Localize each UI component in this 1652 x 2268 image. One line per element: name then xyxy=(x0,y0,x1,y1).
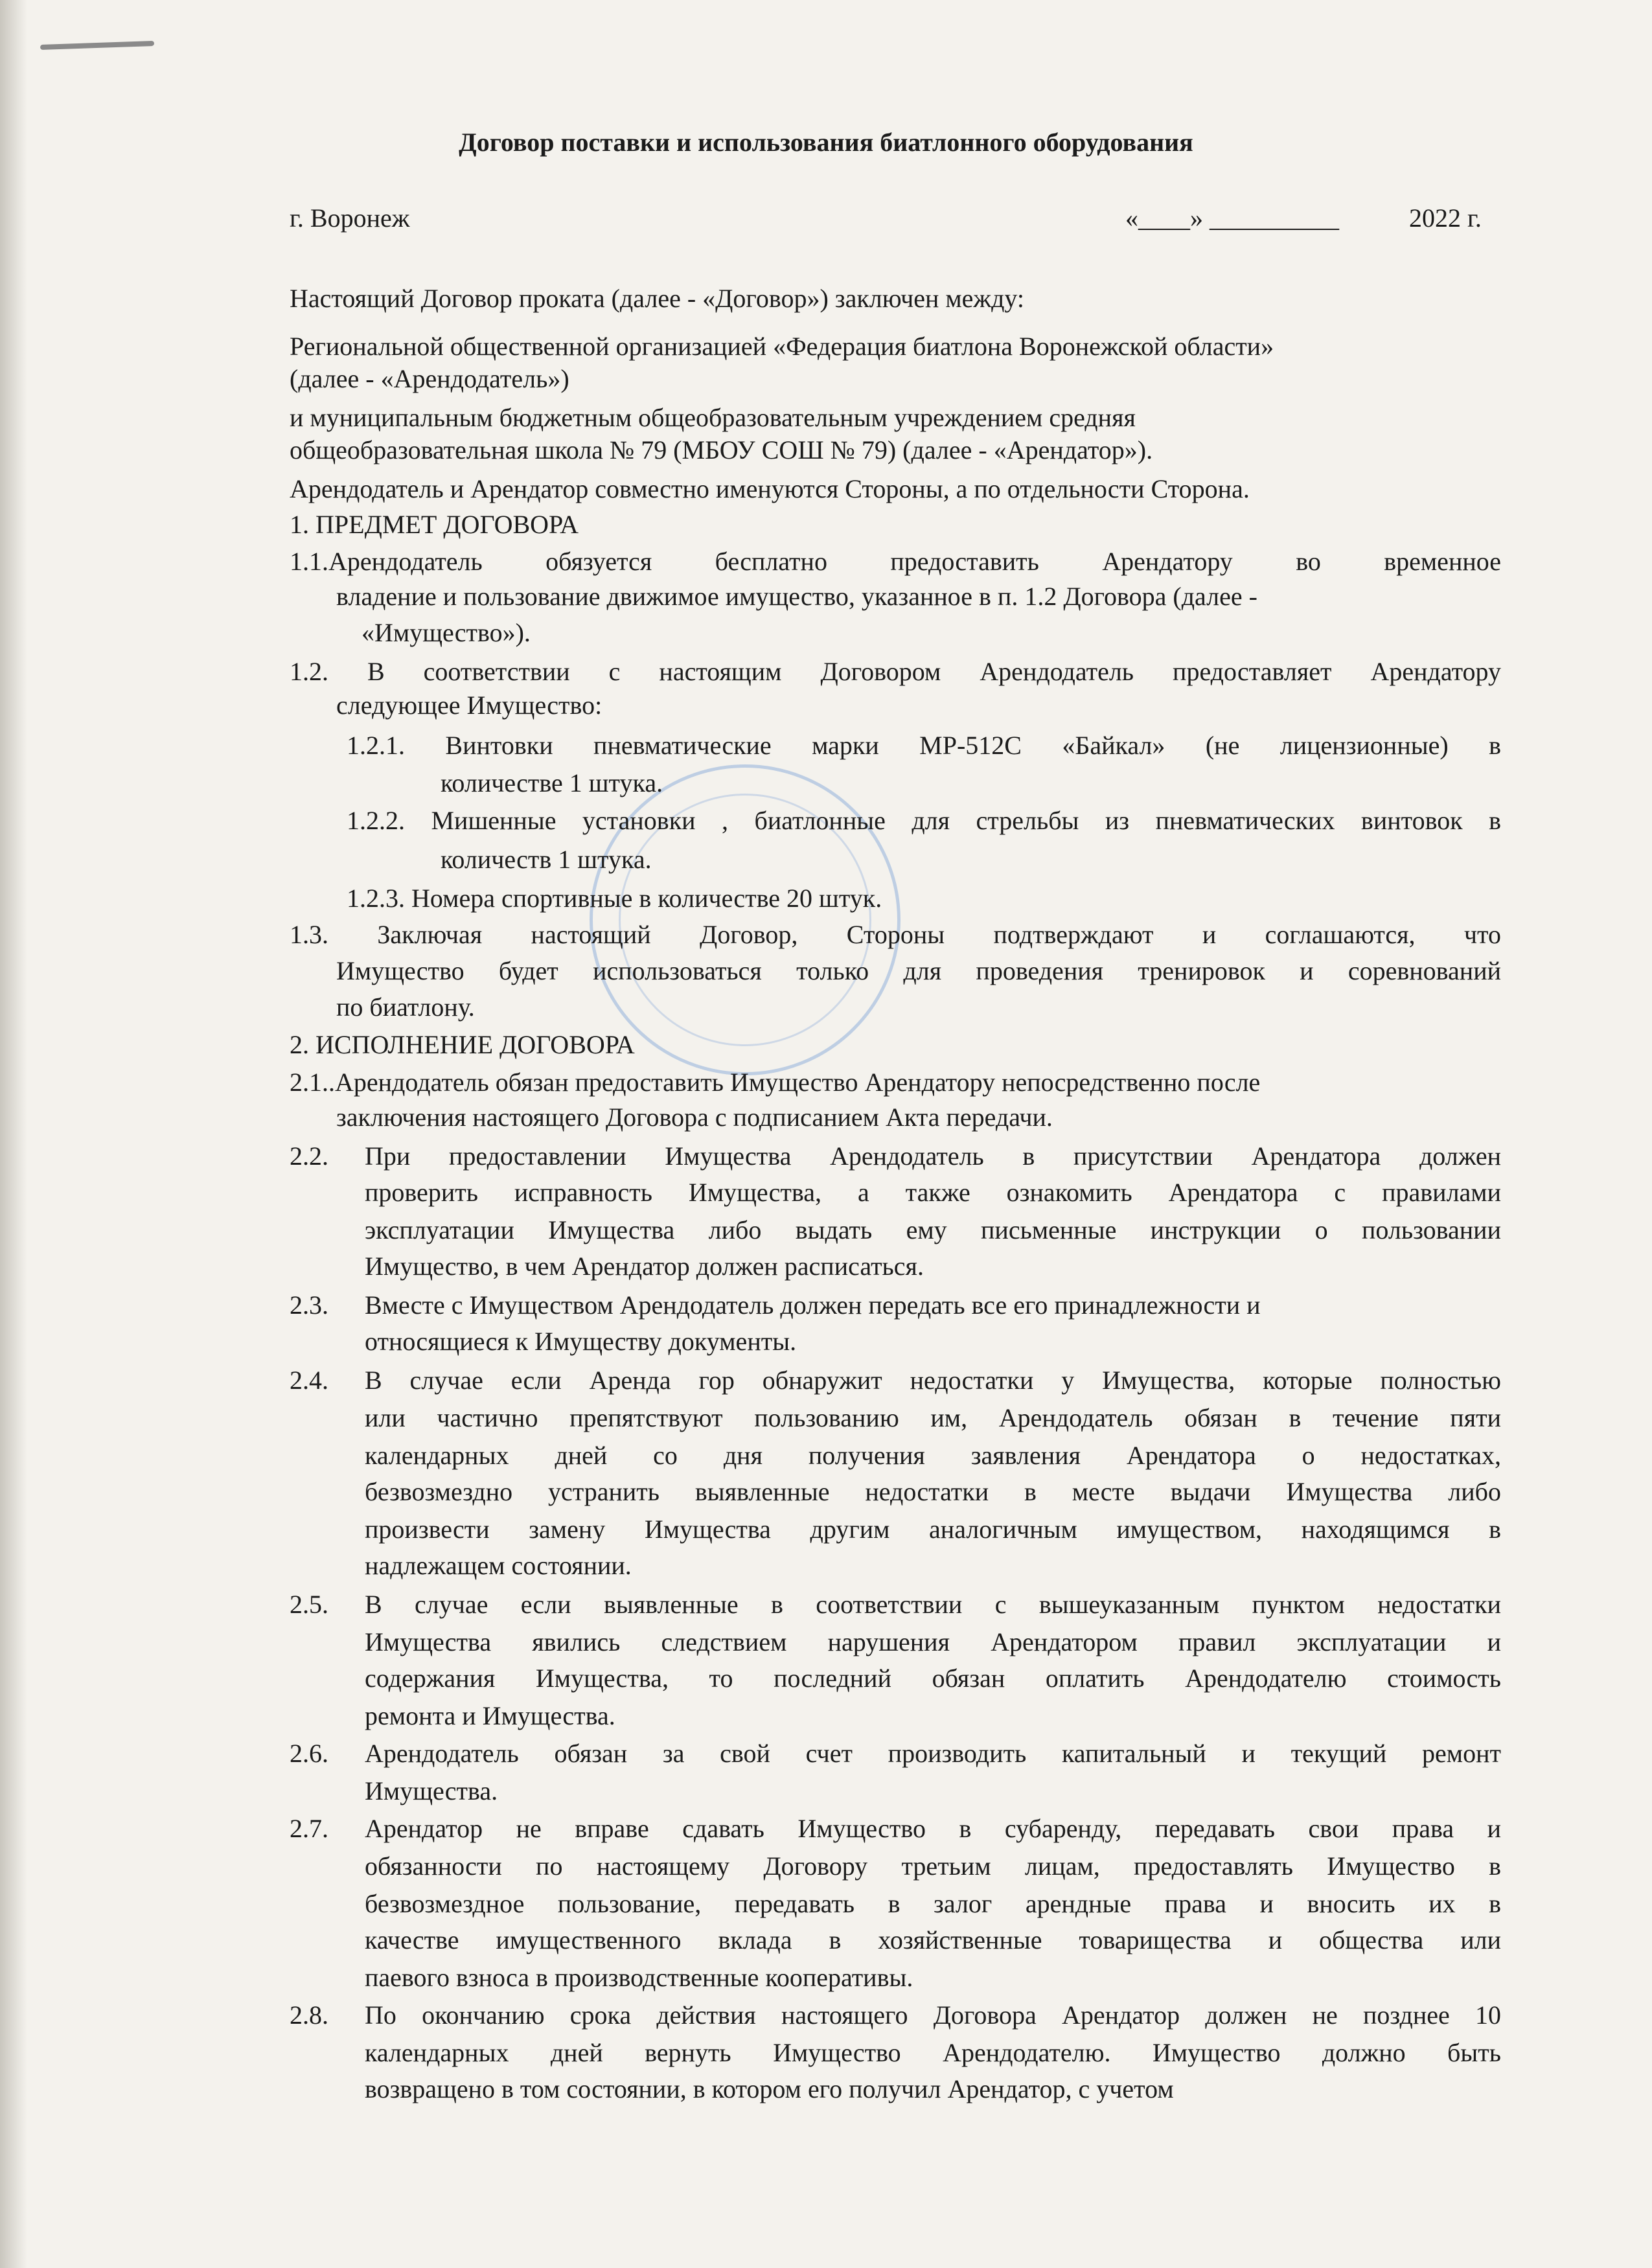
p23-line2: относящиеся к Имуществу документы. xyxy=(365,1327,797,1356)
parties-line: Арендодатель и Арендатор совместно именуются Стороны, а по отдельности Сторона. xyxy=(290,474,1250,503)
p24-number: 2.4. xyxy=(290,1366,328,1395)
p21-line1: 2.1..Арендодатель обязан предоставить Имущество Арендатору непосредственно после xyxy=(290,1068,1261,1097)
p28-line3: возвращено в том состоянии, в котором его получил Арендатор, с учетом xyxy=(365,2074,1174,2103)
p26-number: 2.6. xyxy=(290,1739,328,1768)
p24-line6: надлежащем состоянии. xyxy=(365,1551,632,1580)
p25-line1: В случае если выявленные в соответствии с вышеуказанным пунктом недостатки xyxy=(365,1590,1501,1619)
p28-number: 2.8. xyxy=(290,2000,328,2030)
p21-line2: заключения настоящего Договора с подписанием Акта передачи. xyxy=(336,1103,1053,1132)
p27-number: 2.7. xyxy=(290,1814,328,1843)
p22-line4: Имущество, в чем Арендатор должен расписаться. xyxy=(365,1252,924,1281)
p24-line2: или частично препятствуют пользованию им, Арендодатель обязан в течение пяти xyxy=(365,1403,1501,1432)
p27-line5: паевого взноса в производственные кооперативы. xyxy=(365,1963,913,1992)
party1-line1: Региональной общественной организацией «Федерация биатлона Воронежской области» xyxy=(290,332,1274,361)
section1-heading: 1. ПРЕДМЕТ ДОГОВОРА xyxy=(290,510,579,539)
party1-line2: (далее - «Арендодатель») xyxy=(290,364,569,393)
p122-line2: количеств 1 штука. xyxy=(441,845,652,874)
p11-line3: «Имущество»). xyxy=(361,618,531,647)
p23-number: 2.3. xyxy=(290,1290,328,1320)
p24-line3: календарных дней со дня получения заявления Арендатора о недостатках, xyxy=(365,1441,1501,1470)
p27-line1: Арендатор не вправе сдавать Имущество в субаренду, передавать свои права и xyxy=(365,1814,1501,1843)
p13-line2: Имущество будет использоваться только для проведения тренировок и соревнований xyxy=(336,956,1501,985)
p28-line2: календарных дней вернуть Имущество Арендодателю. Имущество должно быть xyxy=(365,2038,1501,2067)
p25-line4: ремонта и Имущества. xyxy=(365,1701,615,1730)
p27-line3: безвозмездное пользование, передавать в залог арендные права и вносить их в xyxy=(365,1889,1501,1918)
year: 2022 г. xyxy=(1409,203,1482,233)
section2-heading: 2. ИСПОЛНЕНИЕ ДОГОВОРА xyxy=(290,1030,635,1059)
p11-line1: 1.1.Арендодатель обязуется бесплатно предоставить Арендатору во временное xyxy=(290,547,1501,576)
city: г. Воронеж xyxy=(290,203,410,233)
document-title: Договор поставки и использования биатлонного оборудования xyxy=(459,128,1193,157)
p121-line2: количестве 1 штука. xyxy=(441,768,663,797)
p22-number: 2.2. xyxy=(290,1141,328,1171)
p22-line1: При предоставлении Имущества Арендодатель в присутствии Арендатора должен xyxy=(365,1141,1501,1171)
p27-line2: обязанности по настоящему Договору третьим лицам, предоставлять Имущество в xyxy=(365,1851,1501,1881)
p12-line1: 1.2. В соответствии с настоящим Договором Арендодатель предоставляет Арендатору xyxy=(290,657,1501,686)
party2-line2: общеобразовательная школа № 79 (МБОУ СОШ № 79) (далее - «Арендатор»). xyxy=(290,435,1153,464)
party2-line1: и муниципальным бюджетным общеобразовательным учреждением средняя xyxy=(290,403,1136,432)
intro: Настоящий Договор проката (далее - «Договор») заключен между: xyxy=(290,284,1025,313)
p24-line1: В случае если Аренда гор обнаружит недостатки у Имущества, которые полностью xyxy=(365,1366,1501,1395)
p13-line3: по биатлону. xyxy=(336,992,475,1022)
p27-line4: качестве имущественного вклада в хозяйственные товарищества и общества или xyxy=(365,1925,1501,1954)
p26-line2: Имущества. xyxy=(365,1776,498,1805)
p24-line5: произвести замену Имущества другим аналогичным имуществом, находящимся в xyxy=(365,1515,1501,1544)
p25-line3: содержания Имущества, то последний обязан оплатить Арендодателю стоимость xyxy=(365,1664,1501,1693)
p123: 1.2.3. Номера спортивные в количестве 20 штук. xyxy=(347,884,882,913)
p122-line1: 1.2.2. Мишенные установки , биатлонные для стрельбы из пневматических винтовок в xyxy=(347,806,1501,835)
p121-line1: 1.2.1. Винтовки пневматические марки МР-512С «Байкал» (не лицензионные) в xyxy=(347,731,1501,760)
p24-line4: безвозмездно устранить выявленные недостатки в месте выдачи Имущества либо xyxy=(365,1477,1501,1506)
p22-line3: эксплуатации Имущества либо выдать ему письменные инструкции о пользовании xyxy=(365,1215,1501,1244)
p12-line2: следующее Имущество: xyxy=(336,691,602,720)
p13-line1: 1.3. Заключая настоящий Договор, Стороны подтверждают и соглашаются, что xyxy=(290,920,1501,949)
scan-corner-mark xyxy=(40,41,154,50)
p11-line2: владение и пользование движимое имущество, указанное в п. 1.2 Договора (далее - xyxy=(336,582,1257,611)
p22-line2: проверить исправность Имущества, а также ознакомить Арендатора с правилами xyxy=(365,1178,1501,1207)
p28-line1: По окончанию срока действия настоящего Договора Арендатор должен не позднее 10 xyxy=(365,2000,1501,2030)
scan-edge-shadow xyxy=(0,0,27,2268)
p25-number: 2.5. xyxy=(290,1590,328,1619)
date-blank: «____» __________ xyxy=(1125,203,1339,233)
p25-line2: Имущества явились следствием нарушения Арендатором правил эксплуатации и xyxy=(365,1627,1501,1656)
p26-line1: Арендодатель обязан за свой счет производить капитальный и текущий ремонт xyxy=(365,1739,1501,1768)
p23-line1: Вместе с Имуществом Арендодатель должен передать все его принадлежности и xyxy=(365,1290,1261,1320)
